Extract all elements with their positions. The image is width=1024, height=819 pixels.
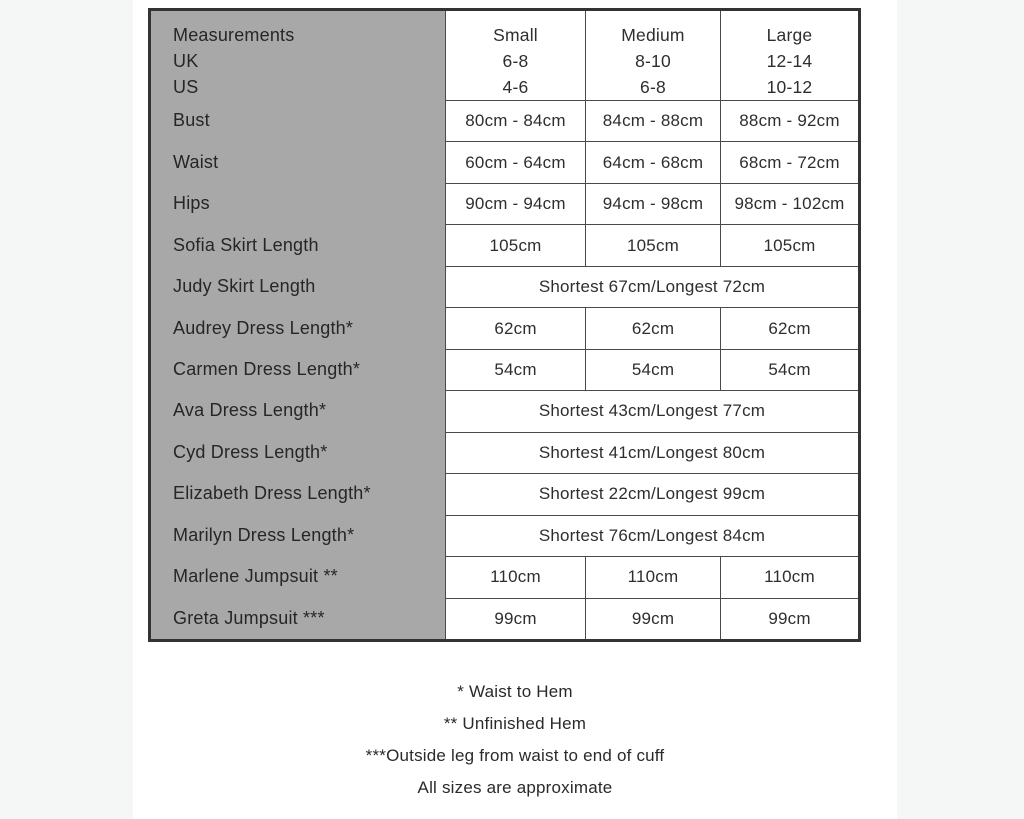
measurement-cell: 54cm xyxy=(445,349,585,390)
measurement-cell: 99cm xyxy=(445,598,585,639)
measurement-cell: 54cm xyxy=(585,349,720,390)
measurement-span-cell: Shortest 67cm/Longest 72cm xyxy=(445,266,858,307)
measurement-cell: 68cm - 72cm xyxy=(720,141,858,182)
measurement-cell: 105cm xyxy=(720,224,858,265)
measurement-span-cell: Shortest 76cm/Longest 84cm xyxy=(445,515,858,556)
row-label: Bust xyxy=(151,100,445,141)
measurement-cell: 98cm - 102cm xyxy=(720,183,858,224)
size-chart-table xyxy=(148,8,861,642)
size-name: Small xyxy=(493,25,538,45)
measurement-cell: 99cm xyxy=(720,598,858,639)
header-measurements-label: Measurements xyxy=(173,25,295,45)
us-size-range: 10-12 xyxy=(766,77,813,97)
footnotes xyxy=(133,676,897,804)
uk-size-range: 12-14 xyxy=(766,51,813,71)
header-size-column xyxy=(585,11,720,100)
header-us-label: US xyxy=(173,77,199,97)
measurement-cell: 62cm xyxy=(720,307,858,348)
measurement-span-cell: Shortest 41cm/Longest 80cm xyxy=(445,432,858,473)
size-chart-panel xyxy=(133,0,897,819)
us-size-range: 6-8 xyxy=(640,77,666,97)
row-label: Marilyn Dress Length* xyxy=(151,515,445,556)
measurement-cell: 84cm - 88cm xyxy=(585,100,720,141)
footnote-waist-to-hem: * Waist to Hem xyxy=(457,682,573,701)
row-label: Audrey Dress Length* xyxy=(151,307,445,348)
size-name: Medium xyxy=(621,25,685,45)
measurement-cell: 62cm xyxy=(585,307,720,348)
row-label: Cyd Dress Length* xyxy=(151,432,445,473)
measurement-cell: 88cm - 92cm xyxy=(720,100,858,141)
measurement-cell: 54cm xyxy=(720,349,858,390)
row-label: Waist xyxy=(151,141,445,182)
measurement-cell: 64cm - 68cm xyxy=(585,141,720,182)
measurement-cell: 94cm - 98cm xyxy=(585,183,720,224)
footnote-outside-leg: ***Outside leg from waist to end of cuff xyxy=(365,746,665,765)
row-label: Greta Jumpsuit *** xyxy=(151,598,445,639)
row-label: Sofia Skirt Length xyxy=(151,224,445,265)
measurement-cell: 99cm xyxy=(585,598,720,639)
measurement-cell: 110cm xyxy=(585,556,720,597)
measurement-cell: 60cm - 64cm xyxy=(445,141,585,182)
header-measurements-cell xyxy=(151,11,445,100)
uk-size-range: 8-10 xyxy=(635,51,671,71)
measurement-cell: 105cm xyxy=(445,224,585,265)
header-uk-label: UK xyxy=(173,51,199,71)
header-size-column xyxy=(445,11,585,100)
measurement-cell: 90cm - 94cm xyxy=(445,183,585,224)
measurement-span-cell: Shortest 43cm/Longest 77cm xyxy=(445,390,858,431)
footnote-unfinished-hem: ** Unfinished Hem xyxy=(443,714,587,733)
measurement-span-cell: Shortest 22cm/Longest 99cm xyxy=(445,473,858,514)
measurement-cell: 110cm xyxy=(445,556,585,597)
header-size-column xyxy=(720,11,858,100)
footnote-approximate: All sizes are approximate xyxy=(417,778,613,797)
uk-size-range: 6-8 xyxy=(502,51,529,71)
row-label: Marlene Jumpsuit ** xyxy=(151,556,445,597)
row-label: Judy Skirt Length xyxy=(151,266,445,307)
us-size-range: 4-6 xyxy=(502,77,529,97)
measurement-cell: 80cm - 84cm xyxy=(445,100,585,141)
size-name: Large xyxy=(766,25,813,45)
row-label: Ava Dress Length* xyxy=(151,390,445,431)
row-label: Elizabeth Dress Length* xyxy=(151,473,445,514)
row-label: Hips xyxy=(151,183,445,224)
row-label: Carmen Dress Length* xyxy=(151,349,445,390)
measurement-cell: 105cm xyxy=(585,224,720,265)
measurement-cell: 62cm xyxy=(445,307,585,348)
measurement-cell: 110cm xyxy=(720,556,858,597)
